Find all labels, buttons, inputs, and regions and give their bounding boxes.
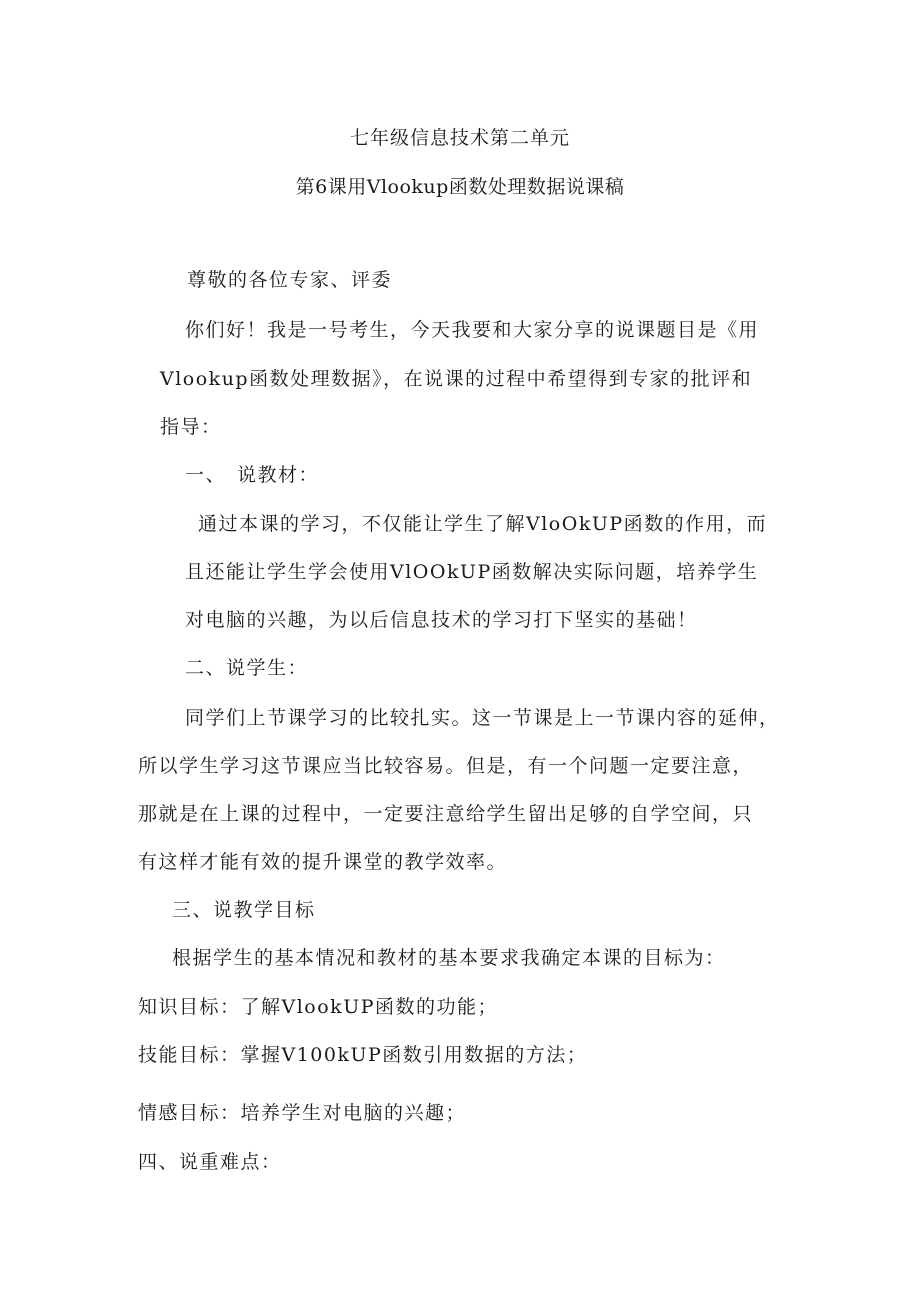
greeting: 尊敬的各位专家、评委 — [187, 269, 393, 291]
section-heading-textbook: 一、 说教材： — [185, 464, 320, 486]
goal-emotion: 情感目标：培养学生对电脑的兴趣； — [138, 1102, 467, 1124]
document-subtitle: 第6课用Vlookup函数处理数据说课稿 — [295, 176, 625, 198]
paragraph-line: 同学们上节课学习的比较扎实。这一节课是上一节课内容的延伸， — [185, 707, 780, 729]
document-title: 七年级信息技术第二单元 — [349, 127, 570, 149]
paragraph-line: 通过本课的学习，不仅能让学生了解VloOkUP函数的作用，而 — [198, 513, 768, 535]
section-heading-objectives: 三、说教学目标 — [172, 899, 316, 921]
paragraph-line: 那就是在上课的过程中，一定要注意给学生留出足够的自学空间，只 — [138, 803, 754, 825]
goal-knowledge: 知识目标：了解VlookUP函数的功能； — [138, 996, 498, 1018]
paragraph-line: 所以学生学习这节课应当比较容易。但是，有一个问题一定要注意， — [138, 755, 754, 777]
intro-line: 指导： — [160, 416, 222, 438]
section-heading-key-points: 四、说重难点： — [138, 1151, 282, 1173]
paragraph-line: 根据学生的基本情况和教材的基本要求我确定本课的目标为： — [172, 947, 726, 969]
paragraph-line: 对电脑的兴趣，为以后信息技术的学习打下坚实的基础！ — [185, 609, 698, 631]
intro-line: 你们好！我是一号考生，今天我要和大家分享的说课题目是《用 — [185, 319, 760, 341]
paragraph-line: 且还能让学生学会使用VlOOkUP函数解决实际问题，培养学生 — [185, 561, 759, 583]
section-heading-students: 二、说学生： — [185, 657, 309, 679]
paragraph-line: 有这样才能有效的提升课堂的教学效率。 — [138, 851, 508, 873]
goal-skill: 技能目标：掌握V100kUP函数引用数据的方法； — [138, 1044, 588, 1066]
intro-line: Vlookup函数处理数据》，在说课的过程中希望得到专家的批评和 — [160, 368, 753, 390]
